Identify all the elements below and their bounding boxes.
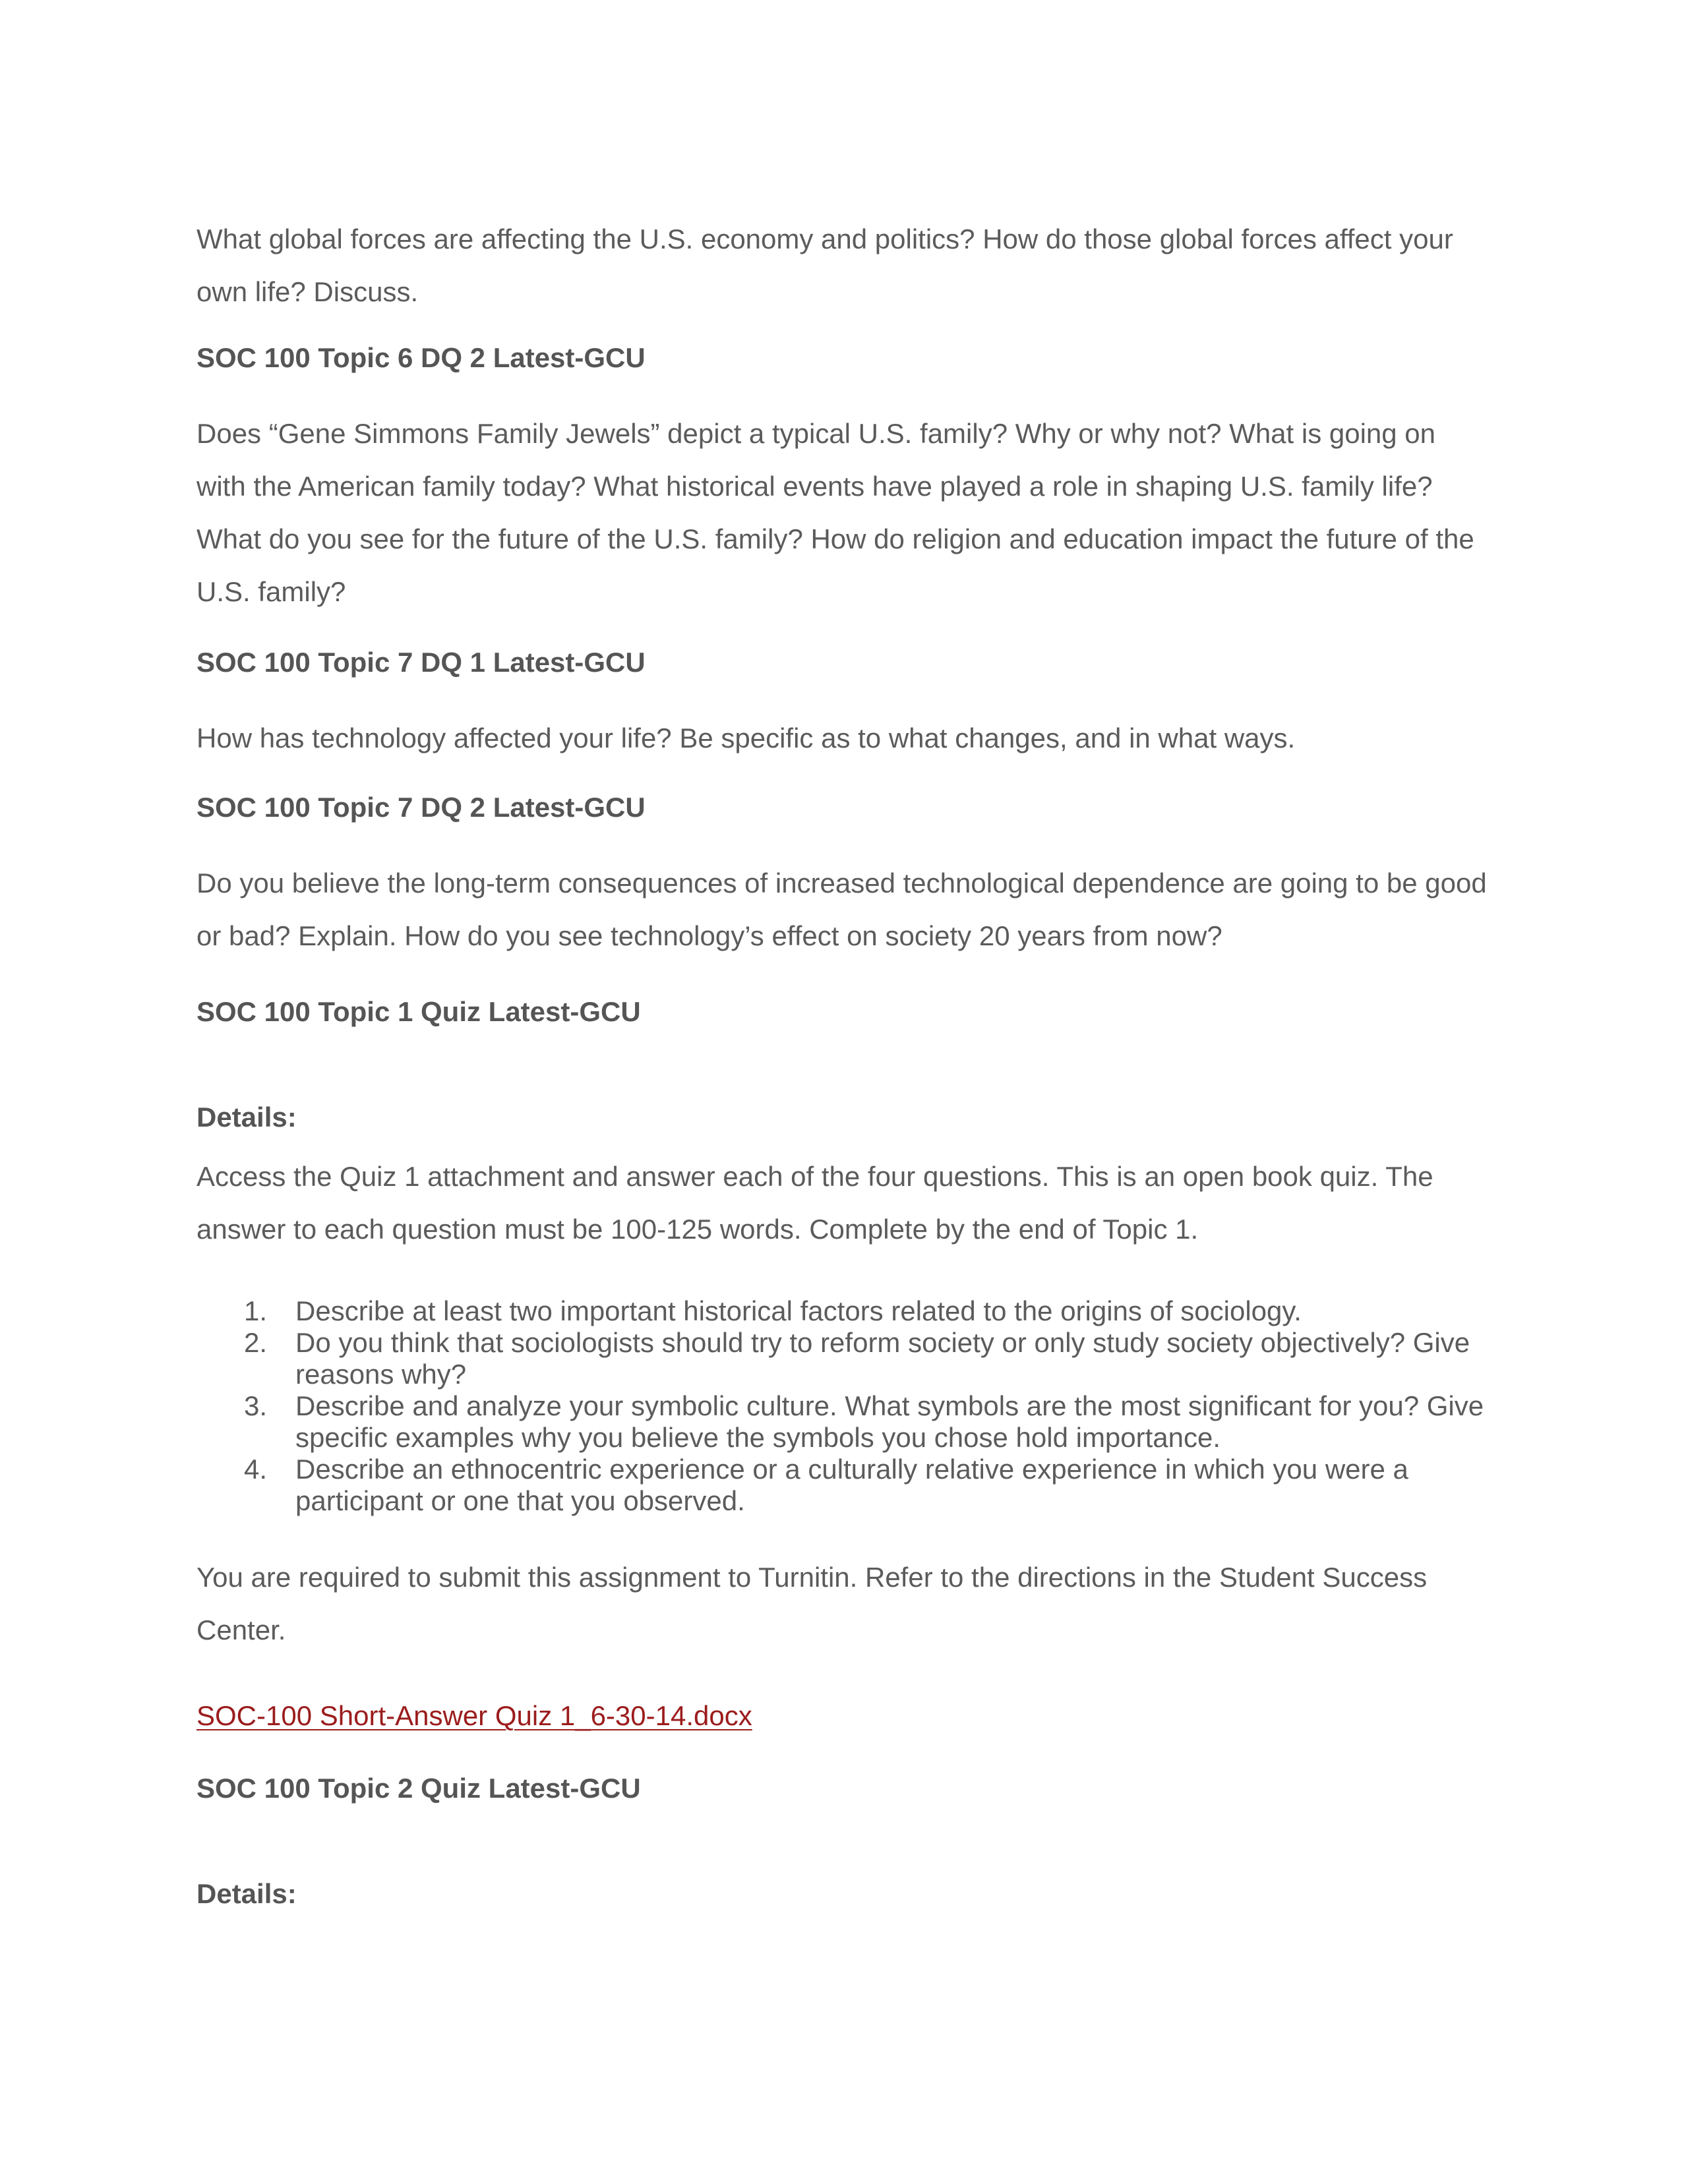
quiz1-instructions: Access the Quiz 1 attachment and answer each of the four questions. This is an open book quiz. The answer to each question must be 100-125 words. Complete by the end of Topic 1. (196, 1161, 1433, 1245)
question-item (196, 1327, 1489, 1390)
attachment-link-line (196, 1699, 1489, 1732)
question-text: Describe an ethnocentric experience or a culturally relative experience in which you were a participant or one that you observed. (295, 1454, 1408, 1516)
section-heading-topic6-dq2: SOC 100 Topic 6 DQ 2 Latest-GCU (196, 342, 646, 373)
section-body-topic7-dq1: How has technology affected your life? Be specific as to what changes, and in what ways. (196, 723, 1296, 753)
submission-note: You are required to submit this assignment to Turnitin. Refer to the directions in the Student Success Center. (196, 1562, 1428, 1645)
section-heading-topic7-dq2: SOC 100 Topic 7 DQ 2 Latest-GCU (196, 792, 646, 823)
quiz2-heading: SOC 100 Topic 2 Quiz Latest-GCU (196, 1773, 641, 1804)
attachment-link[interactable]: SOC-100 Short-Answer Quiz 1_6-30-14.docx (196, 1700, 752, 1731)
quiz1-details-label: Details: (196, 1102, 297, 1133)
question-text: Describe and analyze your symbolic culture. What symbols are the most significant for you? Give specific examples why you believe the symbols you chose hold importance. (295, 1390, 1484, 1453)
question-text: Do you think that sociologists should try to reform society or only study society objectively? Give reasons why? (295, 1327, 1470, 1390)
question-item (196, 1390, 1489, 1454)
quiz1-heading: SOC 100 Topic 1 Quiz Latest-GCU (196, 996, 641, 1027)
question-number: 4. (244, 1454, 268, 1485)
quiz1-question-list (196, 1295, 1489, 1517)
question-item (196, 1454, 1489, 1517)
question-number: 2. (244, 1327, 268, 1358)
question-text: Describe at least two important historical factors related to the origins of sociology. (295, 1295, 1302, 1326)
section-body-topic7-dq2: Do you believe the long-term consequences of increased technological dependence are going to be good or bad? Explain. How do you see technology’s effect on society 20 years from now? (196, 868, 1487, 951)
quiz2-details-label: Details: (196, 1878, 297, 1909)
section-body-topic6-dq2: Does “Gene Simmons Family Jewels” depict a typical U.S. family? Why or why not? What is going on with the American family today? What historical events have played a role in shaping U.S. family life? What do you see for the future of the U.S. family? How do religion and education impact the future of the U.S. family? (196, 418, 1474, 607)
section-heading-topic7-dq1: SOC 100 Topic 7 DQ 1 Latest-GCU (196, 647, 646, 678)
question-number: 3. (244, 1390, 268, 1421)
intro-paragraph: What global forces are affecting the U.S. economy and politics? How do those global forces affect your own life? Discuss. (196, 223, 1453, 307)
question-item (196, 1295, 1489, 1327)
question-number: 1. (244, 1295, 268, 1326)
